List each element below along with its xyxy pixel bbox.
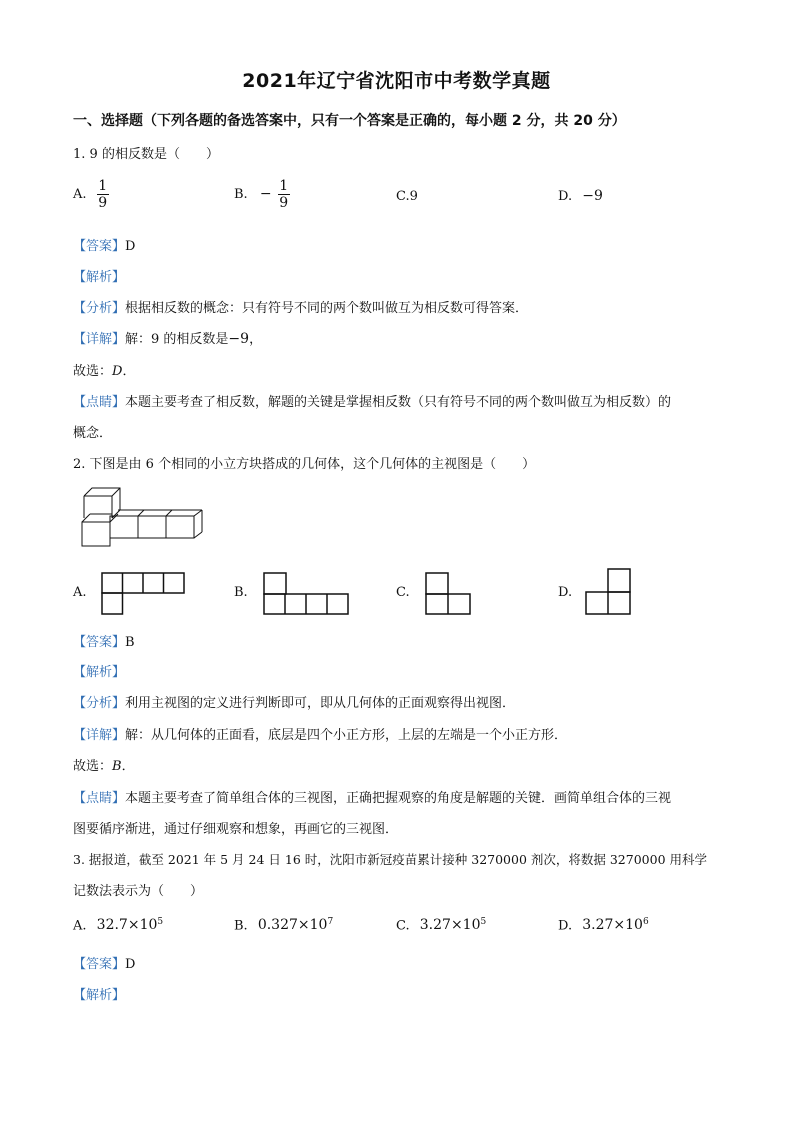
q2-option-d-figure	[584, 567, 634, 617]
choice-value: B	[112, 759, 122, 774]
answer-value: B	[125, 635, 135, 650]
answer-tag: 【答案】	[73, 957, 126, 972]
option-label: B.	[234, 918, 248, 934]
choice-label: 故选：	[73, 759, 113, 774]
mantissa: 3.27×10	[419, 917, 481, 934]
option-label: D.	[558, 189, 573, 204]
q1-answer	[73, 235, 135, 254]
dianjing-text: 本题主要考查了相反数，解题的关键是掌握相反数（只有符号不同的两个数叫做互为相反数）的	[125, 395, 672, 410]
option-label: A.	[73, 187, 87, 202]
q2-choice: 故选：B．	[73, 759, 135, 774]
analysis-tag: 【解析】	[73, 270, 126, 285]
q2-option-c-figure	[424, 571, 474, 617]
numerator: 1	[279, 178, 289, 194]
q2-option-a-figure	[100, 571, 188, 617]
mantissa: 0.327×10	[257, 917, 328, 934]
q3-stem-cont: 记数法表示为（ ）	[73, 884, 204, 899]
q2-xiangjie	[73, 724, 567, 743]
q2-option-a-label: A.	[73, 585, 87, 600]
dianjing-tag: 【点睛】	[73, 791, 126, 806]
q2-analysis-tag	[73, 661, 125, 680]
option-label: C.	[396, 918, 410, 934]
q3-option-b	[234, 917, 333, 933]
option-label: C.	[396, 189, 410, 204]
fraction	[97, 178, 109, 211]
xiangjie-text: 解：从几何体的正面看，底层是四个小正方形，上层的左端是一个小正方形．	[125, 728, 568, 743]
answer-tag: 【答案】	[73, 635, 126, 650]
q1-option-a	[73, 178, 109, 211]
mantissa: 32.7×10	[96, 917, 158, 934]
option-label: A.	[73, 918, 87, 934]
option-value: −9	[582, 188, 603, 204]
xiangjie-punct: ，	[249, 332, 263, 347]
q1-option-c	[396, 189, 418, 204]
q3-option-d	[558, 917, 649, 933]
q2-fenxi	[73, 692, 515, 711]
xiangjie-text: 解：9 的相反数是	[125, 332, 229, 347]
q1-fenxi	[73, 297, 528, 316]
q3-analysis-tag	[73, 984, 125, 1003]
cube-solid-figure	[78, 486, 204, 550]
mantissa: 3.27×10	[582, 917, 643, 934]
q2-option-d-label: D.	[558, 585, 573, 600]
q1-dianjing	[73, 391, 671, 410]
q1-xiangjie	[73, 328, 262, 347]
q2-answer	[73, 631, 135, 650]
denominator: 9	[98, 195, 108, 211]
q2-option-c-label: C.	[396, 585, 410, 600]
option-value: 9	[409, 189, 418, 204]
analysis-tag: 【解析】	[73, 988, 126, 1003]
fenxi-text: 利用主视图的定义进行判断即可，即从几何体的正面观察得出视图．	[125, 696, 516, 711]
xiangjie-value: −9	[228, 331, 250, 347]
q1-choice: 故选：D．	[73, 364, 136, 379]
q3-answer	[73, 953, 135, 972]
q1-option-d	[558, 188, 603, 204]
numerator: 1	[98, 178, 108, 194]
section-heading: 一、选择题（下列各题的备选答案中，只有一个答案是正确的，每小题 2 分，共 20 分）	[73, 113, 626, 129]
choice-value: D	[112, 364, 123, 379]
q2-option-b-label: B.	[234, 585, 248, 600]
choice-label: 故选：	[73, 364, 113, 379]
xiangjie-tag: 【详解】	[73, 332, 126, 347]
page-title: 2021年辽宁省沈阳市中考数学真题	[242, 70, 551, 92]
denominator: 9	[279, 195, 289, 211]
fenxi-text: 根据相反数的概念：只有符号不同的两个数叫做互为相反数可得答案．	[125, 301, 529, 316]
option-label: D.	[558, 918, 573, 934]
dianjing-text: 本题主要考查了简单组合体的三视图，正确把握观察的角度是解题的关键．画简单组合体的三视	[125, 791, 672, 806]
fenxi-tag: 【分析】	[73, 696, 126, 711]
dianjing-tag: 【点睛】	[73, 395, 126, 410]
q2-dianjing	[73, 787, 671, 806]
fenxi-tag: 【分析】	[73, 301, 126, 316]
analysis-tag: 【解析】	[73, 665, 126, 680]
exponent: 7	[327, 917, 334, 927]
option-label: B.	[234, 187, 248, 202]
q1-analysis-tag	[73, 266, 125, 285]
answer-value: D	[125, 239, 136, 254]
q3-option-a	[73, 917, 163, 933]
q2-stem: 2. 下图是由 6 个相同的小立方块搭成的几何体，这个几何体的主视图是（ ）	[73, 457, 536, 472]
q3-stem: 3. 据报道，截至 2021 年 5 月 24 日 16 时，沈阳市新冠疫苗累计接种 3270000 剂次，将数据 3270000 用科学	[73, 852, 707, 867]
exponent: 5	[157, 917, 164, 927]
exponent: 5	[480, 917, 487, 927]
answer-value: D	[125, 957, 136, 972]
minus-sign: −	[259, 186, 272, 202]
q1-option-b	[234, 178, 290, 211]
q1-dianjing-cont: 概念．	[73, 426, 113, 441]
q3-option-c	[396, 917, 486, 933]
exponent: 6	[642, 917, 649, 927]
xiangjie-tag: 【详解】	[73, 728, 126, 743]
fraction	[278, 178, 290, 211]
q1-stem: 1. 9 的相反数是（ ）	[73, 147, 219, 162]
answer-tag: 【答案】	[73, 239, 126, 254]
q2-option-b-figure	[262, 571, 352, 617]
q2-dianjing-cont: 图要循序渐进，通过仔细观察和想象，再画它的三视图．	[73, 822, 399, 837]
